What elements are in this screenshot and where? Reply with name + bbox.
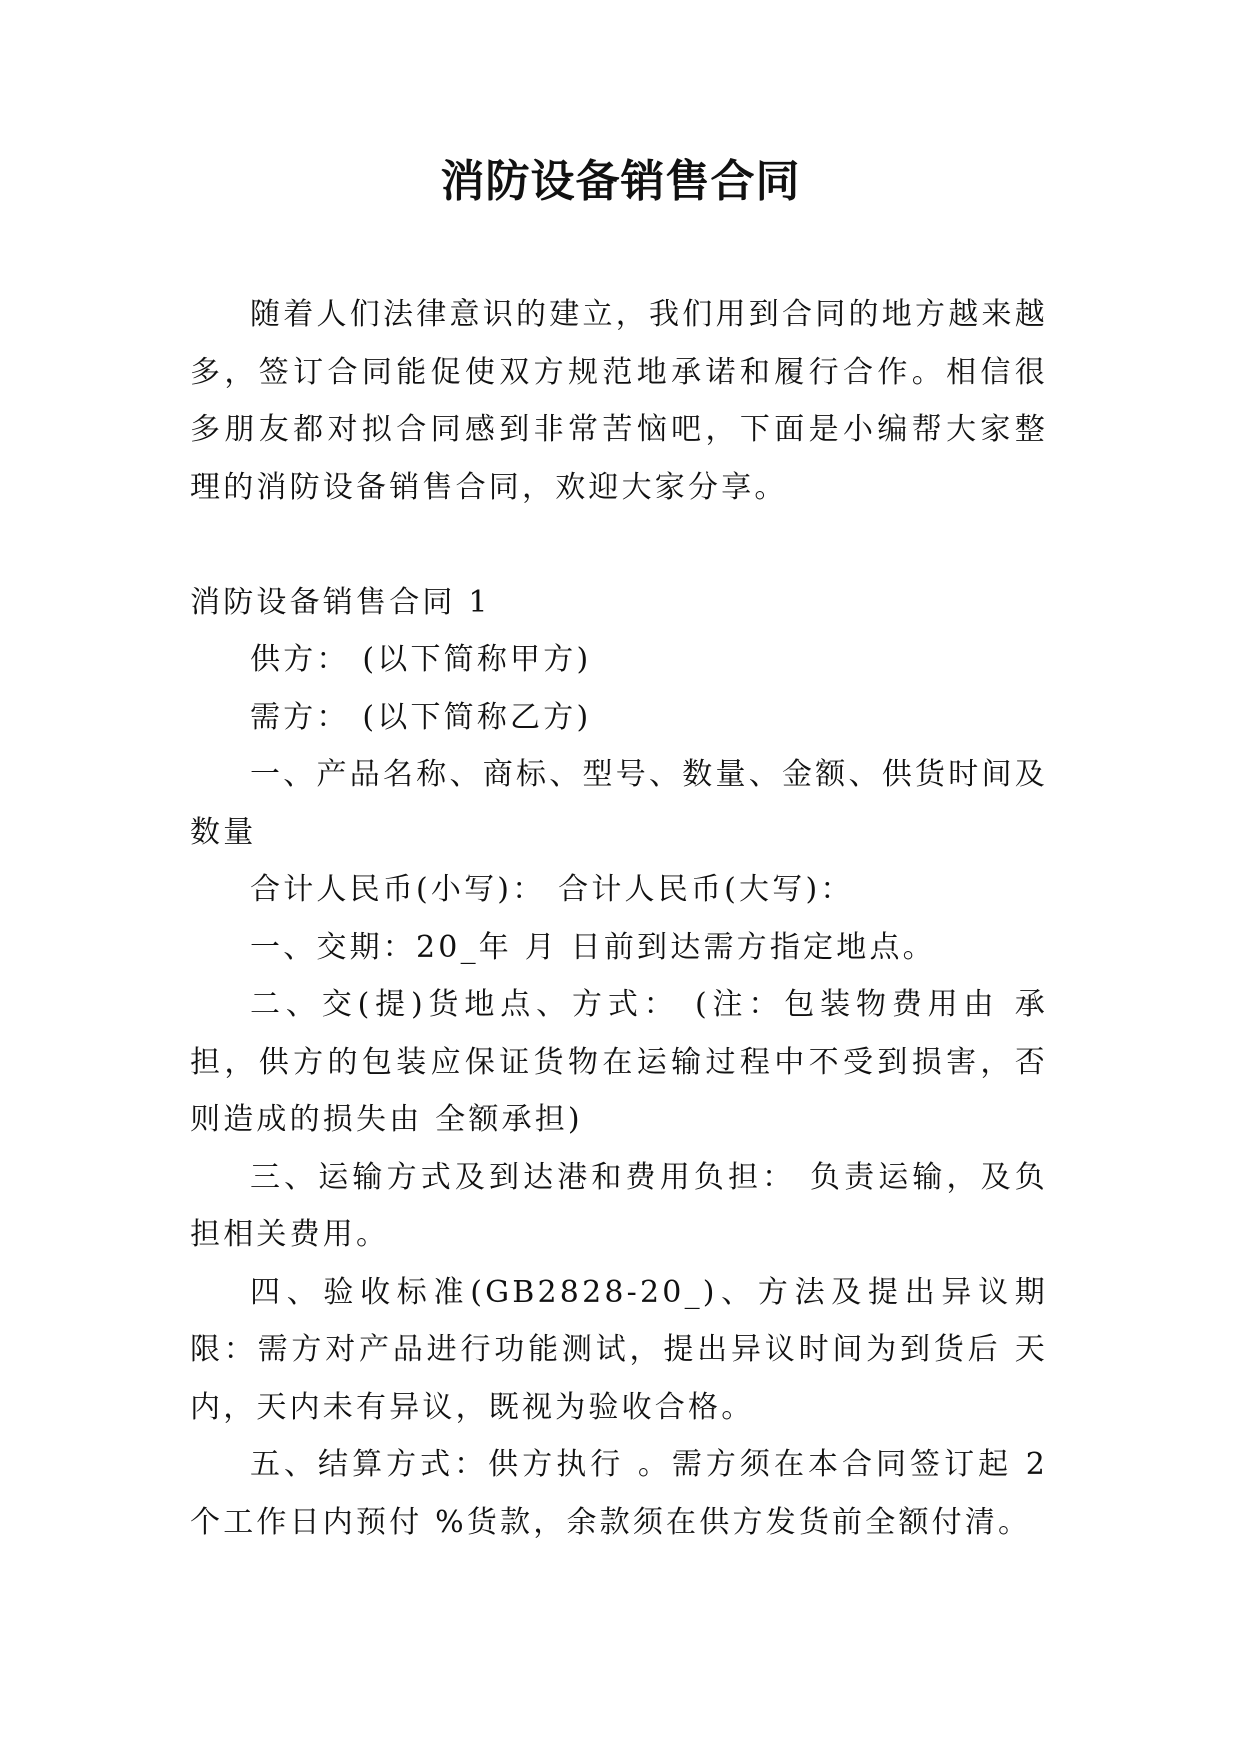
clause-settlement: 五、结算方式：供方执行 。需方须在本合同签订起 2 个工作日内预付 %货款，余款须在供方发货前全额付清。	[190, 1447, 1048, 1540]
intro-paragraph: 随着人们法律意识的建立，我们用到合同的地方越来越多，签订合同能促使双方规范地承诺和履行合作。相信很多朋友都对拟合同感到非常苦恼吧，下面是小编帮大家整理的消防设备销售合同，欢迎大家分享。	[190, 297, 1048, 505]
document-title: 消防设备销售合同	[440, 156, 801, 207]
clause-transport: 三、运输方式及到达港和费用负担： 负责运输，及负担相关费用。	[190, 1159, 1048, 1252]
buyer-line: 需方： (以下简称乙方)	[250, 699, 592, 735]
clause-product-info: 一、产品名称、商标、型号、数量、金额、供货时间及数量	[190, 757, 1048, 850]
document-body	[190, 286, 1048, 1551]
supplier-line: 供方： (以下简称甲方)	[250, 642, 592, 677]
clause-total-amount: 合计人民币(小写)： 合计人民币(大写)：	[250, 872, 854, 907]
paragraph-gap	[190, 516, 1048, 574]
clause-acceptance: 四、验收标准(GB2828-20_)、方法及提出异议期限：需方对产品进行功能测试，提出异议时间为到货后 天内，天内未有异议，既视为验收合格。	[190, 1274, 1048, 1425]
clause-delivery-method: 二、交(提)货地点、方式： (注：包装物费用由 承担，供方的包装应保证货物在运输过程中不受到损害，否则造成的损失由 全额承担)	[190, 987, 1048, 1137]
section-heading: 消防设备销售合同 1	[190, 584, 491, 620]
clause-delivery-date: 一、交期：20_年 月 日前到达需方指定地点。	[250, 929, 936, 965]
